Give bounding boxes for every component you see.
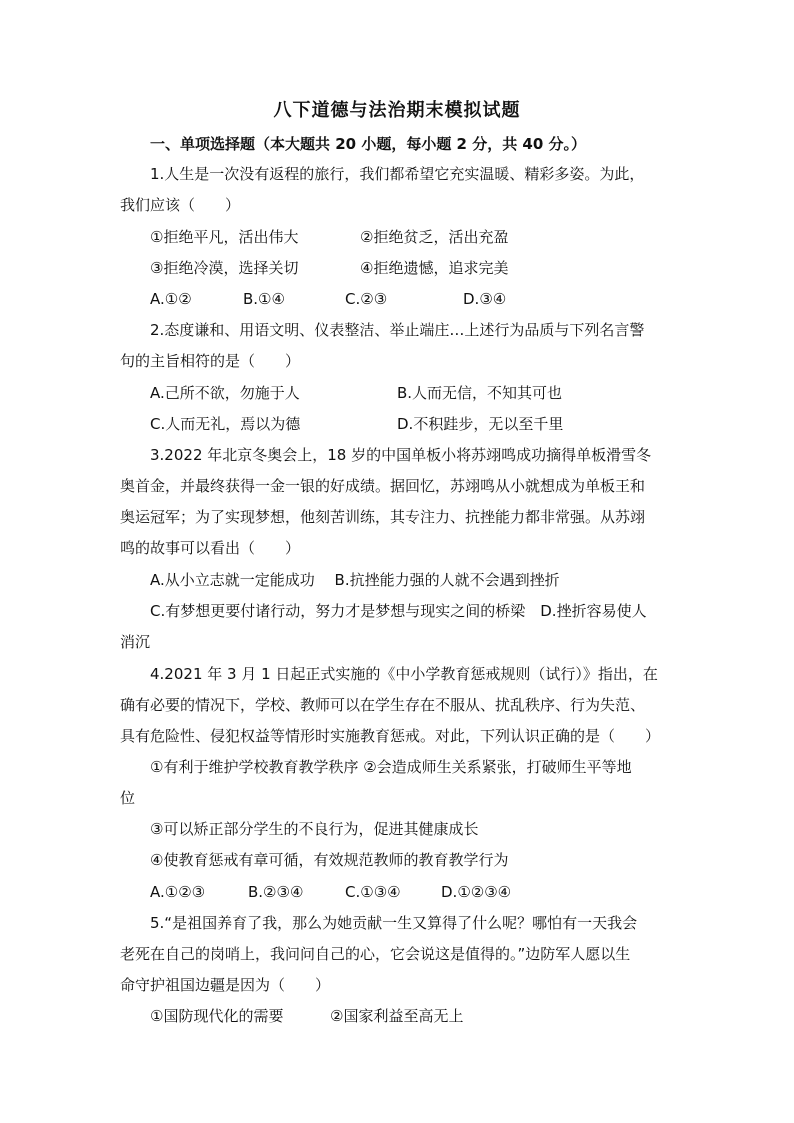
q1-statement-2: ②拒绝贫乏，活出充盈 — [360, 228, 509, 246]
q3-options-cd-wrap: 消沉 — [120, 633, 151, 651]
q3-stem-line3: 奥运冠军；为了实现梦想，他刻苦训练，其专注力、抗挫能力都非常强。从苏翊 — [120, 508, 646, 526]
q2-option-c: C.人而无礼，焉以为德 — [150, 415, 301, 433]
q5-stem-line2: 老死在自己的岗哨上，我问问自己的心，它会说这是值得的。”边防军人愿以生 — [120, 945, 631, 963]
q3-stem-line4: 鸣的故事可以看出（ ） — [120, 539, 301, 557]
q2-option-d: D.不积跬步，无以至千里 — [397, 415, 564, 433]
q2-option-b: B.人而无信，不知其可也 — [397, 384, 563, 402]
q1-stem-line1: 1.人生是一次没有返程的旅行，我们都希望它充实温暖、精彩多姿。为此， — [150, 165, 645, 183]
q5-statement-1: ①国防现代化的需要 — [150, 1007, 284, 1025]
q1-option-c: C.②③ — [345, 290, 388, 308]
section-title: 一、单项选择题（本大题共 20 小题，每小题 2 分，共 40 分。） — [150, 135, 587, 153]
q4-statement-1-2: ①有利于维护学校教育教学秩序 ②会造成师生关系紧张，打破师生平等地 — [150, 758, 632, 776]
q4-statement-4: ④使教育惩戒有章可循，有效规范教师的教育教学行为 — [150, 851, 509, 869]
q2-option-a: A.己所不欲，勿施于人 — [150, 384, 300, 402]
q1-statement-1: ①拒绝平凡，活出伟大 — [150, 228, 299, 246]
q4-stem-line1: 4.2021 年 3 月 1 日起正式实施的《中小学教育惩戒规则（试行）》指出，在 — [150, 665, 658, 683]
q4-option-c: C.①③④ — [345, 883, 401, 901]
q4-statement-3: ③可以矫正部分学生的不良行为，促进其健康成长 — [150, 820, 479, 838]
q1-option-a: A.①② — [150, 290, 192, 308]
q4-option-d: D.①②③④ — [441, 883, 512, 901]
q4-option-a: A.①②③ — [150, 883, 206, 901]
q1-option-b: B.①④ — [243, 290, 285, 308]
q5-stem-line3: 命守护祖国边疆是因为（ ） — [120, 976, 331, 994]
q2-stem-line2: 句的主旨相符的是（ ） — [120, 352, 301, 370]
q3-stem-line2: 奥首金，并最终获得一金一银的好成绩。据回忆，苏翊鸣从小就想成为单板王和 — [120, 477, 646, 495]
q3-options-cd: C.有梦想更要付诸行动，努力才是梦想与现实之间的桥梁 D.挫折容易使人 — [150, 602, 647, 620]
q5-statement-2: ②国家利益至高无上 — [330, 1007, 464, 1025]
q4-stem-line2: 确有必要的情况下，学校、教师可以在学生存在不服从、扰乱秩序、行为失范、 — [120, 696, 646, 714]
doc-title: 八下道德与法治期末模拟试题 — [273, 100, 521, 121]
q1-option-d: D.③④ — [463, 290, 507, 308]
q4-stem-line3: 具有危险性、侵犯权益等情形时实施教育惩戒。对此，下列认识正确的是（ ） — [120, 727, 661, 745]
q2-stem-line1: 2.态度谦和、用语文明、仪表整洁、举止端庄…上述行为品质与下列名言警 — [150, 321, 645, 339]
q4-statement-2-wrap: 位 — [120, 789, 136, 807]
q4-option-b: B.②③④ — [248, 883, 304, 901]
q5-stem-line1: 5.“是祖国养育了我，那么为她贡献一生又算得了什么呢？哪怕有一天我会 — [150, 914, 638, 932]
q1-statement-4: ④拒绝遗憾，追求完美 — [360, 259, 509, 277]
q1-stem-line2: 我们应该（ ） — [120, 196, 241, 214]
q3-stem-line1: 3.2022 年北京冬奥会上，18 岁的中国单板小将苏翊鸣成功摘得单板滑雪冬 — [150, 446, 652, 464]
q1-statement-3: ③拒绝冷漠，选择关切 — [150, 259, 299, 277]
q3-options-ab: A.从小立志就一定能成功 B.抗挫能力强的人就不会遇到挫折 — [150, 571, 560, 589]
